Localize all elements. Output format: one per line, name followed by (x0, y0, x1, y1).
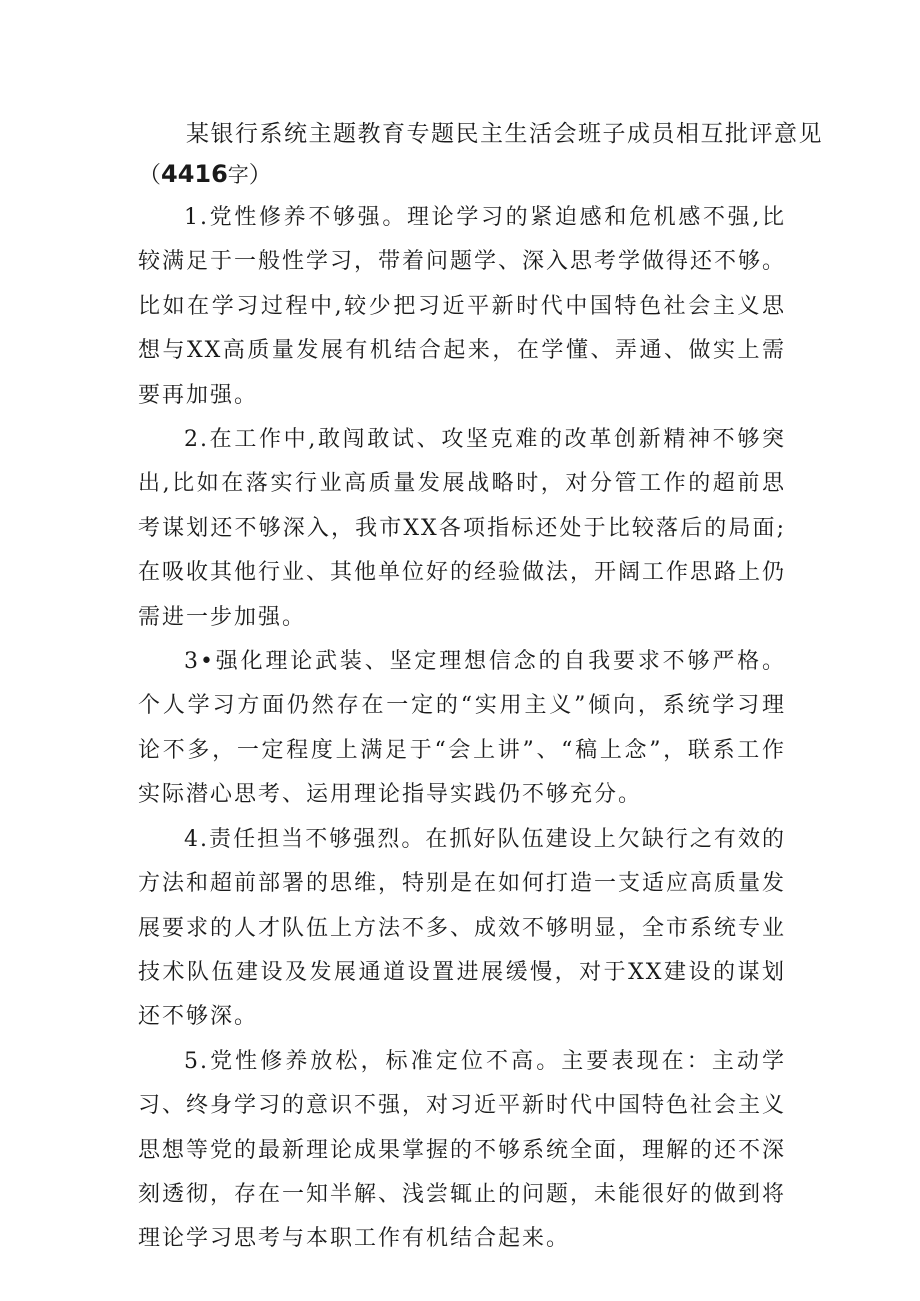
paragraph-1: 1.党性修养不够强。理论学习的紧迫感和危机感不强,比较满足于一般性学习，带着问题学、深入思考学做得还不够。比如在学习过程中,较少把习近平新时代中国特色社会主义思想与XX高质量发展有机结合起来，在学懂、弄通、做实上需要再加强。 (138, 205, 787, 408)
word-count (138, 157, 272, 192)
paragraph-5: 5.党性修养放松，标准定位不高。主要表现在：主动学习、终身学习的意识不强，对习近平新时代中国特色社会主义思想等党的最新理论成果掌握的不够系统全面，理解的还不深刻透彻，存在一知半解、浅尝辄止的问题，未能很好的做到将理论学习思考与本职工作有机结合起来。 (138, 1048, 787, 1252)
word-count-close-paren: ） (248, 162, 272, 188)
word-count-unit: 字 (227, 163, 249, 187)
paragraph-3: 3•强化理论武装、坚定理想信念的自我要求不够严格。个人学习方面仍然存在一定的“实用主义”倾向，系统学习理论不多，一定程度上满足于“会上讲”、“稿上念”，联系工作实际潜心思考、运用理论指导实践仍不够充分。 (138, 649, 786, 808)
paragraph-2: 2.在工作中,敢闯敢试、攻坚克难的改革创新精神不够突出,比如在落实行业高质量发展战略时，对分管工作的超前思考谋划还不够深入，我市XX各项指标还处于比较落后的局面;在吸收其他行业、其他单位好的经验做法，开阔工作思路上仍需进一步加强。 (138, 427, 787, 630)
document-body (138, 196, 786, 1262)
paragraph-4: 4.责任担当不够强烈。在抓好队伍建设上欠缺行之有效的方法和超前部署的思维，特别是在如何打造一支适应高质量发展要求的人才队伍上方法不多、成效不够明显，全市系统专业技术队伍建设及发展通道设置进展缓慢，对于XX建设的谋划还不够深。 (138, 826, 787, 1030)
document-title: 某银行系统主题教育专题民主生活会班子成员相互批评意见 (186, 121, 823, 147)
word-count-number: 4416 (161, 160, 228, 188)
word-count-open-paren: （ (138, 162, 161, 188)
